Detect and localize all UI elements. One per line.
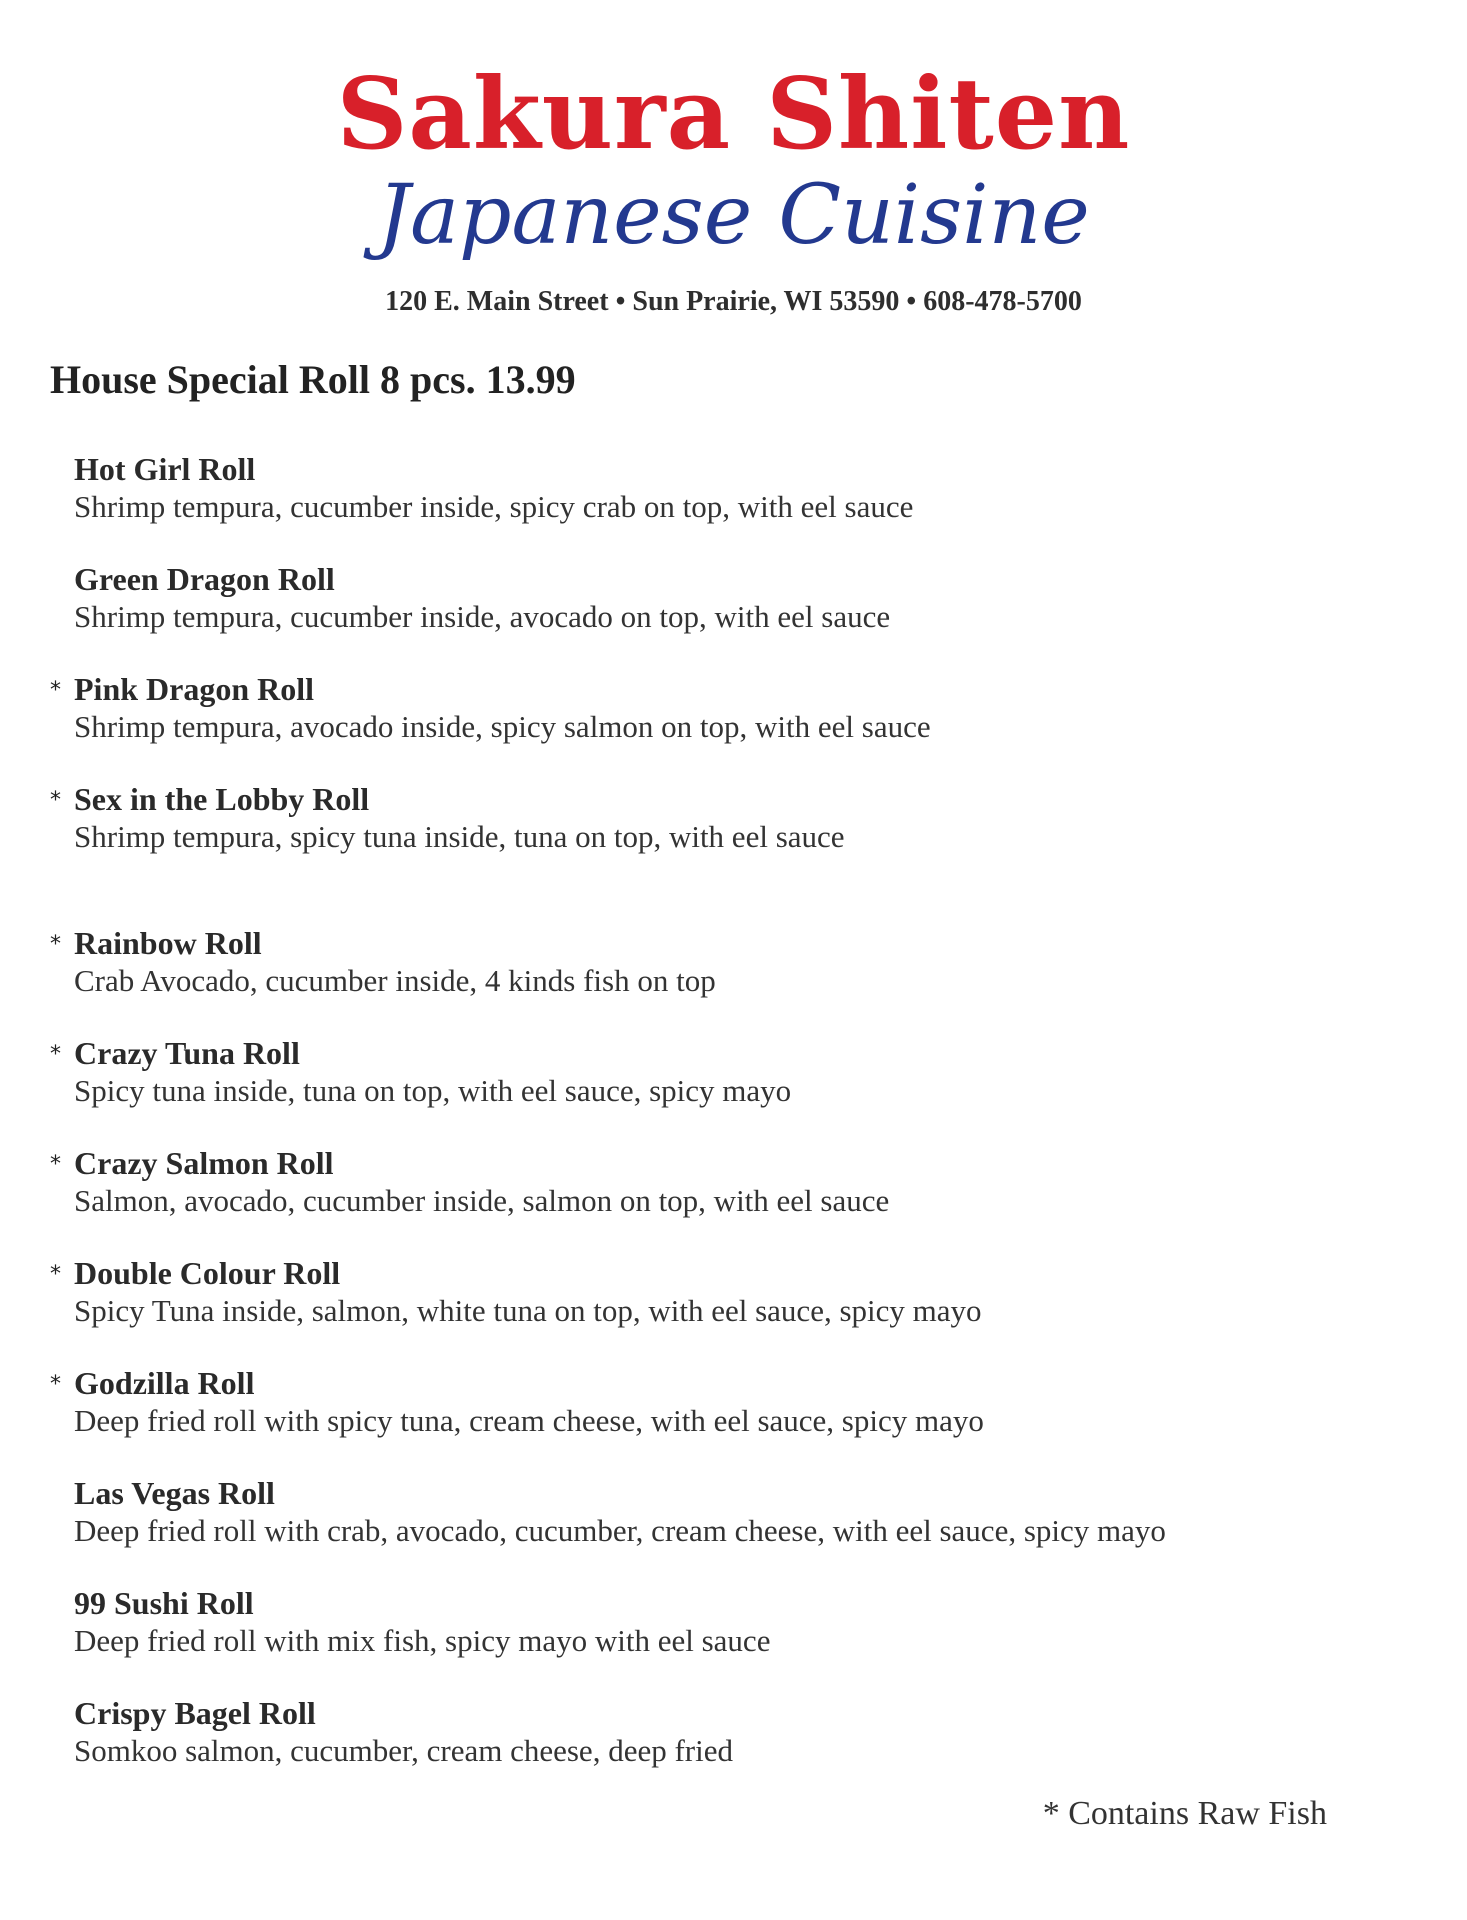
menu-item: [50, 560, 1430, 636]
raw-fish-marker: *: [50, 1042, 61, 1067]
menu-item-name: Crazy Salmon Roll: [74, 1145, 334, 1181]
section-title: House Special Roll 8 pcs. 13.99: [50, 357, 576, 402]
menu-item: [50, 670, 1430, 746]
menu-item-name: Sex in the Lobby Roll: [74, 781, 370, 817]
menu-item: [50, 1584, 1430, 1660]
menu-item-name: Crazy Tuna Roll: [74, 1035, 300, 1071]
menu-item-name: 99 Sushi Roll: [74, 1585, 254, 1621]
menu-item-description: Spicy tuna inside, tuna on top, with eel sauce, spicy mayo: [74, 1073, 792, 1108]
menu-item: [50, 780, 1430, 856]
menu-item-description: Spicy Tuna inside, salmon, white tuna on top, with eel sauce, spicy mayo: [74, 1293, 982, 1328]
menu-item-name: Green Dragon Roll: [74, 561, 335, 597]
raw-fish-marker: *: [50, 1262, 61, 1287]
restaurant-name: Sakura Shiten: [336, 57, 1131, 172]
menu-item-name: Godzilla Roll: [74, 1365, 255, 1401]
raw-fish-footnote: * Contains Raw Fish: [1042, 1795, 1327, 1832]
menu-item-description: Deep fried roll with crab, avocado, cucumber, cream cheese, with eel sauce, spicy mayo: [74, 1513, 1166, 1548]
menu-item-description: Shrimp tempura, avocado inside, spicy salmon on top, with eel sauce: [74, 709, 931, 744]
menu-item: [50, 1034, 1430, 1110]
raw-fish-marker: *: [50, 1372, 61, 1397]
menu-item-name: Double Colour Roll: [74, 1255, 341, 1291]
restaurant-subtitle: Japanese Cuisine: [377, 168, 1090, 263]
menu-item-description: Shrimp tempura, cucumber inside, spicy crab on top, with eel sauce: [74, 489, 914, 524]
menu-item: [50, 1144, 1430, 1220]
menu-item-description: Shrimp tempura, spicy tuna inside, tuna on top, with eel sauce: [74, 819, 845, 854]
menu-item-description: Salmon, avocado, cucumber inside, salmon on top, with eel sauce: [74, 1183, 890, 1218]
menu-item: [50, 1364, 1430, 1440]
menu-item-name: Rainbow Roll: [74, 925, 262, 961]
menu-item-name: Hot Girl Roll: [74, 451, 256, 487]
menu-item-name: Crispy Bagel Roll: [74, 1695, 316, 1731]
raw-fish-marker: *: [50, 932, 61, 957]
menu-item-description: Somkoo salmon, cucumber, cream cheese, deep fried: [74, 1733, 733, 1768]
raw-fish-marker: *: [50, 678, 61, 703]
raw-fish-marker: *: [50, 788, 61, 813]
menu-item-name: Las Vegas Roll: [74, 1475, 275, 1511]
menu-item: [50, 924, 1430, 1000]
menu-item-name: Pink Dragon Roll: [74, 671, 315, 707]
menu-item: [50, 450, 1430, 526]
raw-fish-marker: *: [50, 1152, 61, 1177]
menu-header: [0, 57, 1467, 320]
menu-item-description: Deep fried roll with spicy tuna, cream cheese, with eel sauce, spicy mayo: [74, 1403, 984, 1438]
menu-item-description: Deep fried roll with mix fish, spicy mayo with eel sauce: [74, 1623, 771, 1658]
menu-item: [50, 1694, 1430, 1770]
menu-items-list: [50, 450, 1430, 1770]
menu-item: [50, 1254, 1430, 1330]
menu-item: [50, 1474, 1430, 1550]
menu-item-description: Crab Avocado, cucumber inside, 4 kinds fish on top: [74, 963, 716, 998]
restaurant-address: 120 E. Main Street • Sun Prairie, WI 53590 • 608-478-5700: [385, 286, 1082, 317]
menu-item-description: Shrimp tempura, cucumber inside, avocado on top, with eel sauce: [74, 599, 891, 634]
